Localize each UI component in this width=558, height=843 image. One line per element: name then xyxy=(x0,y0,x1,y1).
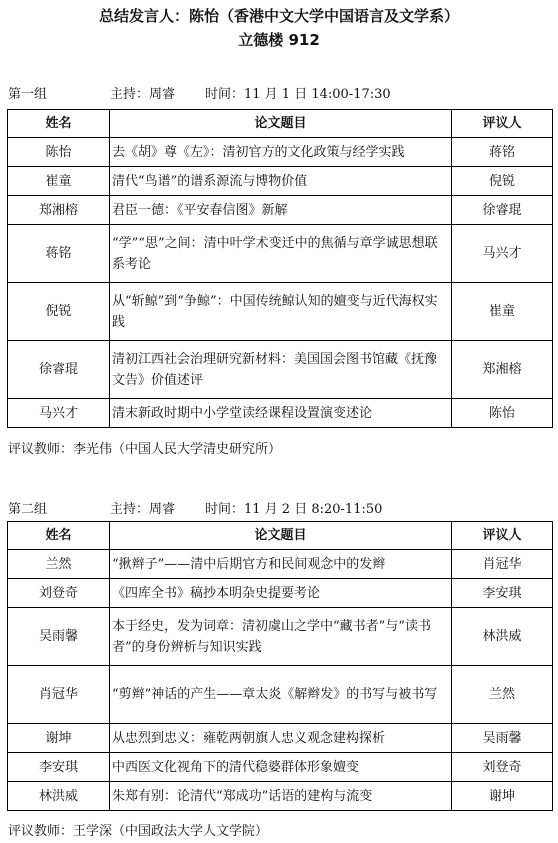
table-row xyxy=(8,283,553,341)
reviewer-name: 谢坤 xyxy=(452,782,553,811)
table-row xyxy=(8,608,553,666)
presenter-name: 吴雨馨 xyxy=(8,608,110,666)
page-title: 总结发言人：陈怡（香港中文大学中国语言及文学系） xyxy=(98,7,459,25)
reviewer-name: 李安琪 xyxy=(452,579,553,608)
table-row xyxy=(8,138,553,167)
column-header-name: 姓名 xyxy=(8,110,110,138)
presenter-name: 李安琪 xyxy=(8,753,110,782)
table-header-row xyxy=(8,522,553,550)
group-host: 主持：周睿 xyxy=(110,502,176,517)
reviewer-name: 崔童 xyxy=(452,283,553,341)
table-row xyxy=(8,196,553,225)
reviewer-name: 刘登奇 xyxy=(452,753,553,782)
table-row xyxy=(8,782,553,811)
paper-title: 清代“鸟谱”的谱系源流与博物价值 xyxy=(110,167,452,196)
paper-title: 去《胡》尊《左》：清初官方的文化政策与经学实践 xyxy=(110,138,452,167)
group-time: 时间：11 月 2 日 8:20-11:50 xyxy=(205,502,383,517)
reviewer-name: 马兴才 xyxy=(452,225,553,283)
paper-title: 从“斩鲸”到“争鲸”：中国传统鲸认知的嬗变与近代海权实践 xyxy=(110,283,452,341)
paper-title: “学”“思”之间：清中叶学术变迁中的焦循与章学诚思想联系考论 xyxy=(110,225,452,283)
group-label: 第二组 xyxy=(8,502,48,517)
reviewer-name: 陈怡 xyxy=(452,399,553,428)
paper-title: “剪辫”神话的产生——章太炎《解辫发》的书写与被书写 xyxy=(110,666,452,724)
paper-title: 从忠烈到忠义：雍乾两朝旗人忠义观念建构探析 xyxy=(110,724,452,753)
paper-title: 中西医文化视角下的清代稳婆群体形象嬗变 xyxy=(110,753,452,782)
paper-title: 清初江西社会治理研究新材料：美国国会图书馆藏《抚豫文告》价值述评 xyxy=(110,341,452,399)
paper-title: 本于经史，发为词章：清初虞山之学中“藏书者”与“读书者”的身份辨析与知识实践 xyxy=(110,608,452,666)
table-row xyxy=(8,341,553,399)
reviewer-name: 兰然 xyxy=(452,666,553,724)
paper-title: 君臣一德：《平安春信图》新解 xyxy=(110,196,452,225)
presenter-name: 崔童 xyxy=(8,167,110,196)
commentator: 评议教师：李光伟（中国人民大学清史研究所） xyxy=(8,442,282,457)
reviewer-name: 徐睿琨 xyxy=(452,196,553,225)
presenter-name: 林洪威 xyxy=(8,782,110,811)
presenter-name: 蒋铭 xyxy=(8,225,110,283)
group-header xyxy=(8,86,553,104)
venue: 立德楼 912 xyxy=(238,31,320,49)
reviewer-name: 倪锐 xyxy=(452,167,553,196)
group-time: 时间：11 月 1 日 14:00-17:30 xyxy=(205,87,391,102)
table-header-row xyxy=(8,110,553,138)
table-row xyxy=(8,225,553,283)
group-host: 主持：周睿 xyxy=(110,87,176,102)
reviewer-name: 郑湘榕 xyxy=(452,341,553,399)
presenter-name: 倪锐 xyxy=(8,283,110,341)
table-row xyxy=(8,579,553,608)
group-label: 第一组 xyxy=(8,87,48,102)
table-row xyxy=(8,550,553,579)
presenter-name: 谢坤 xyxy=(8,724,110,753)
table-row xyxy=(8,753,553,782)
reviewer-name: 肖冠华 xyxy=(452,550,553,579)
column-header-title: 论文题目 xyxy=(110,110,452,138)
paper-title: 清末新政时期中小学堂读经课程设置演变述论 xyxy=(110,399,452,428)
paper-title: 《四库全书》稿抄本明杂史提要考论 xyxy=(110,579,452,608)
column-header-title: 论文题目 xyxy=(110,522,452,550)
paper-title: 朱郑有别：论清代“郑成功”话语的建构与流变 xyxy=(110,782,452,811)
presenter-name: 兰然 xyxy=(8,550,110,579)
table-row xyxy=(8,167,553,196)
reviewer-name: 吴雨馨 xyxy=(452,724,553,753)
table-row xyxy=(8,724,553,753)
presenter-name: 徐睿琨 xyxy=(8,341,110,399)
presenter-name: 马兴才 xyxy=(8,399,110,428)
reviewer-name: 林洪威 xyxy=(452,608,553,666)
group-header xyxy=(8,501,553,519)
paper-title: “揪辫子”——清中后期官方和民间观念中的发辫 xyxy=(110,550,452,579)
commentator: 评议教师：王学深（中国政法大学人文学院） xyxy=(8,824,269,839)
table-row xyxy=(8,666,553,724)
schedule-table xyxy=(7,109,553,428)
presenter-name: 陈怡 xyxy=(8,138,110,167)
reviewer-name: 蒋铭 xyxy=(452,138,553,167)
presenter-name: 刘登奇 xyxy=(8,579,110,608)
presenter-name: 肖冠华 xyxy=(8,666,110,724)
column-header-reviewer: 评议人 xyxy=(452,522,553,550)
column-header-reviewer: 评议人 xyxy=(452,110,553,138)
presenter-name: 郑湘榕 xyxy=(8,196,110,225)
schedule-table xyxy=(7,521,553,811)
column-header-name: 姓名 xyxy=(8,522,110,550)
table-row xyxy=(8,399,553,428)
